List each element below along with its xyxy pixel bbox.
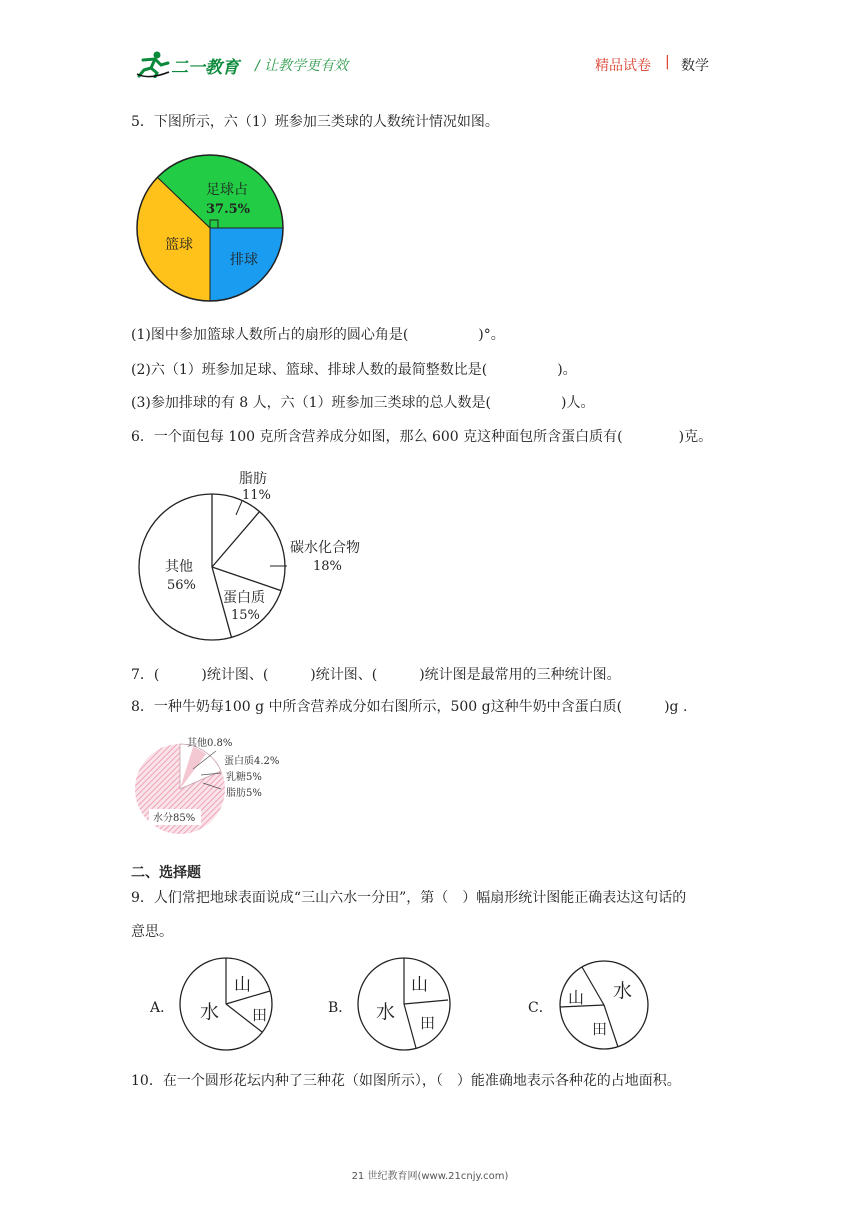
header-separator: | xyxy=(665,54,670,70)
q9-c-shui: 水 xyxy=(613,980,633,1002)
q9-b-tian: 田 xyxy=(420,1014,436,1032)
q9-option-a-letter: A． xyxy=(150,1000,175,1016)
q5-basketball-label: 篮球 xyxy=(165,237,193,253)
q9-a-tian: 田 xyxy=(252,1006,268,1024)
q6-carb-pct: 18% xyxy=(313,559,342,574)
q6-stem: 6．一个面包每 100 克所含营养成分如图，那么 600 克这种面包所含蛋白质有( )克。 xyxy=(131,429,713,445)
q9-b-shan: 山 xyxy=(411,975,428,995)
q8-pie-chart xyxy=(131,733,301,845)
q9-option-c xyxy=(528,955,658,1055)
q9-stem-line2: 意思。 xyxy=(131,924,173,940)
q5-football-label: 足球占 xyxy=(206,182,248,198)
q9-a-shui: 水 xyxy=(200,1001,220,1023)
header-subject: 数学 xyxy=(681,58,709,74)
q8-water-label: 水分85% xyxy=(153,813,196,824)
q5-sub3: (3)参加排球的有 8 人，六（1）班参加三类球的总人数是( )人。 xyxy=(131,395,595,411)
q5-sub1: (1)图中参加篮球人数所占的扇形的圆心角是( )°。 xyxy=(131,327,505,343)
q6-protein-pct: 15% xyxy=(231,608,260,623)
q9-option-a xyxy=(150,955,280,1055)
header xyxy=(131,48,731,80)
q6-other-label: 其他 xyxy=(165,559,193,575)
q9-option-b-letter: B． xyxy=(328,1000,353,1016)
q10-stem: 10．在一个圆形花坛内种了三种花（如图所示），（ ）能准确地表示各种花的占地面积。 xyxy=(131,1073,681,1089)
section-title-choice: 二、选择题 xyxy=(131,865,201,881)
q5-volleyball-label: 排球 xyxy=(230,252,258,268)
logo-runner-icon xyxy=(135,50,171,78)
q5-sub2: (2)六（1）班参加足球、篮球、排球人数的最简整数比是( )。 xyxy=(131,362,577,378)
header-slogan: / 让教学更有效 xyxy=(255,58,349,74)
q8-lactose-label: 乳糖5% xyxy=(226,772,262,783)
q9-a-shan: 山 xyxy=(234,975,251,995)
q5-pie-chart xyxy=(136,153,288,305)
logo-text: 二一教育 xyxy=(171,58,239,78)
q5-stem: 5．下图所示，六（1）班参加三类球的人数统计情况如图。 xyxy=(131,114,499,130)
q6-pie-chart xyxy=(130,465,380,650)
q8-other-label: 其他0.8% xyxy=(187,738,233,749)
q9-c-shan: 山 xyxy=(568,988,585,1007)
q9-stem-line1: 9．人们常把地球表面说成“三山六水一分田”，第（ ）幅扇形统计图能正确表达这句话的 xyxy=(131,890,687,906)
q9-option-c-letter: C． xyxy=(528,1000,553,1016)
q7-stem: 7．( )统计图、( )统计图、( )统计图是最常用的三种统计图。 xyxy=(131,667,621,683)
q8-fat-label: 脂肪5% xyxy=(226,788,262,799)
q5-football-pct: 37.5% xyxy=(206,202,251,217)
q9-option-b xyxy=(328,955,458,1055)
q9-c-tian: 田 xyxy=(592,1020,608,1038)
q6-fat-label: 脂肪 xyxy=(239,471,267,487)
q6-fat-pct: 11% xyxy=(242,488,271,503)
q6-carb-label: 碳水化合物 xyxy=(290,540,360,556)
footer: 21 世纪教育网(www.21cnjy.com) xyxy=(351,1171,509,1182)
q8-protein-label: 蛋白质4.2% xyxy=(224,756,280,767)
header-product-label: 精品试卷 xyxy=(595,58,651,74)
q6-protein-label: 蛋白质 xyxy=(223,590,265,606)
q8-stem: 8．一种牛奶每100 g 中所含营养成分如右图所示，500 g这种牛奶中含蛋白质( )g . xyxy=(131,699,688,715)
q6-other-pct: 56% xyxy=(167,578,196,593)
q9-b-shui: 水 xyxy=(376,1001,396,1023)
